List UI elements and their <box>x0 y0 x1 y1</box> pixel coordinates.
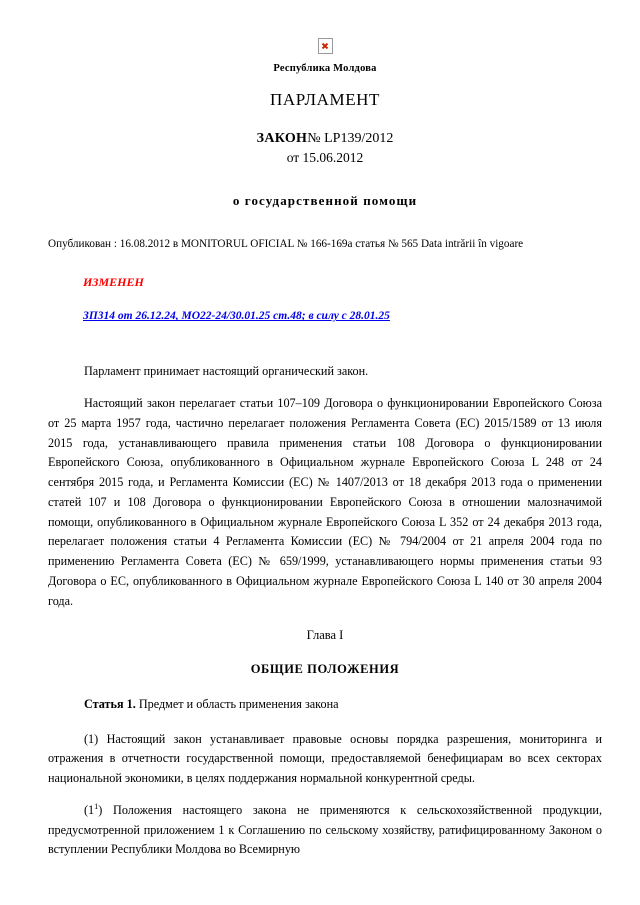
chapter-title: ОБЩИЕ ПОЛОЖЕНИЯ <box>250 661 400 676</box>
paragraph-1a-text: Положения настоящего закона не применяются к сельскохозяйственной продукции, предусмотренной приложением 1 к Соглашению по сельскому хозяйству, ратифицированному Законом о вступлении Республики Молдова во Всемирную <box>48 802 602 857</box>
institution-name: ПАРЛАМЕНТ <box>269 90 381 109</box>
law-number: № LP139/2012 <box>307 131 394 146</box>
emblem-container <box>48 38 602 54</box>
law-identifier <box>48 131 602 147</box>
amendment-label: ИЗМЕНЕН <box>83 275 144 290</box>
article-number: Статья 1. <box>84 696 136 711</box>
law-word: ЗАКОН <box>256 131 308 146</box>
paragraph-1a-marker-tail: ) <box>98 802 103 817</box>
paragraph-1-marker: (1) <box>84 731 99 746</box>
law-date: от 15.06.2012 <box>286 150 364 165</box>
preamble-paragraph: Настоящий закон перелагает статьи 107–109 Договора о функционировании Европейского Союза от 25 марта 1957 года, частично перелагает положения Регламента Совета (ЕС) 2015/1589 от 13 июля 2015 года, устанавливающего правила применения статьи 108 Договора о функционировании Европейского Союза, опубликованного в Официальном журнале Европейского Союза L 248 от 24 сентября 2015 года, и Регламента Комиссии (ЕС) № 1407/2013 от 18 декабря 2013 года о применении статей 107 и 108 Договора о функционировании Европейского Союза в отношении малозначимой помощи, опубликованного в Официальном журнале Европейского Союза L 352 от 24 декабря 2013 года, перелагает положения статьи 4 Регламента Комиссии (ЕС) № 794/2004 от 21 апреля 2004 года по применению Регламента Совета (ЕС) № 659/1999, устанавливающего нормы применения статьи 93 Договора о ЕС, опубликованного в Официальном журнале Европейского Союза L 140 от 30 апреля 2004 года. <box>48 396 602 608</box>
paragraph-1a-marker-superscript: 1 <box>94 801 99 811</box>
amendment-link[interactable]: ЗП314 от 26.12.24, МО22-24/30.01.25 ст.48; в силу с 28.01.25 <box>83 310 390 323</box>
paragraph-1-text: Настоящий закон устанавливает правовые основы порядка разрешения, мониторинга и отражения в отчетности государственной помощи, предоставляемой бенефициарам во всех секторах национальной экономики, в целях поддержания нормальной конкурентной среды. <box>48 731 602 786</box>
article-heading <box>48 697 602 712</box>
country-name: Республика Молдова <box>273 63 377 74</box>
publication-info: Опубликован : 16.08.2012 в MONITORUL OFICIAL № 166-169a статья № 565 Data intrării în vigoare <box>48 238 524 250</box>
chapter-number: Глава I <box>306 627 344 642</box>
paragraph-1a-marker-base: (1 <box>84 802 95 817</box>
paragraph-1a-marker <box>84 803 102 817</box>
article-title: Предмет и область применения закона <box>138 696 339 711</box>
broken-image-icon <box>318 38 333 54</box>
paragraph-1 <box>48 730 602 789</box>
page-title: о государственной помощи <box>232 193 418 208</box>
amendment-block <box>48 275 602 324</box>
paragraph-1a <box>48 801 602 860</box>
intro-paragraph: Парламент принимает настоящий органический закон. <box>84 364 369 379</box>
